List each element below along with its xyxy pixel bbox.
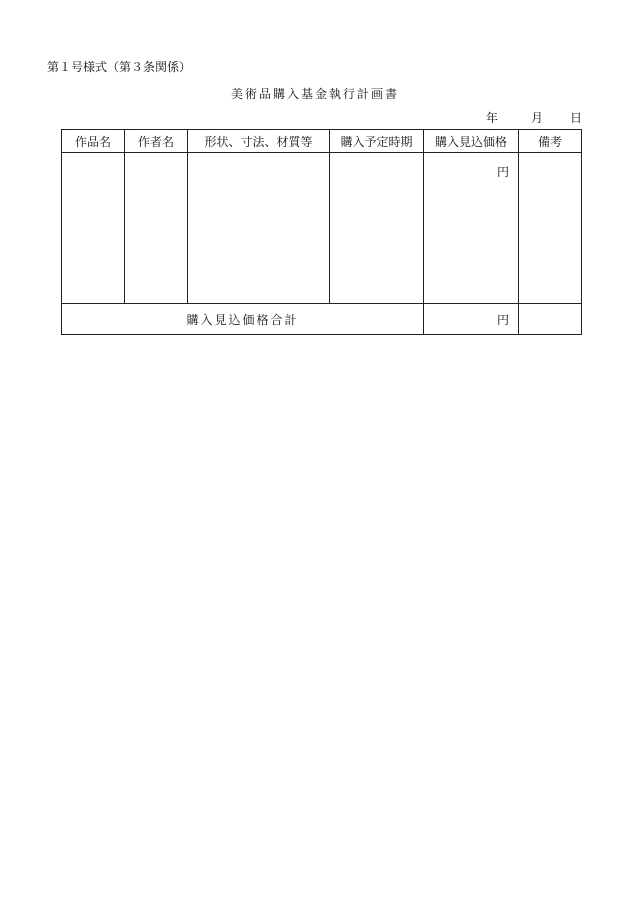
table-row xyxy=(62,153,582,304)
document-title: 美術品購入基金執行計画書 xyxy=(230,87,399,101)
cell-artist[interactable] xyxy=(125,153,188,304)
column-header-artist: 作者名 xyxy=(125,130,188,153)
cell-remarks[interactable] xyxy=(519,153,582,304)
total-yen-unit: 円 xyxy=(496,312,509,327)
date-day-label: 日 xyxy=(570,111,583,125)
date-year-label: 年 xyxy=(486,111,499,125)
total-label: 購入見込価格合計 xyxy=(62,304,424,335)
column-header-price: 購入見込価格 xyxy=(424,130,519,153)
cell-price[interactable] xyxy=(424,153,519,304)
column-header-schedule: 購入予定時期 xyxy=(330,130,424,153)
cell-details[interactable] xyxy=(188,153,330,304)
date-month-label: 月 xyxy=(531,111,544,125)
column-header-title: 作品名 xyxy=(62,130,125,153)
total-remarks-cell[interactable] xyxy=(519,304,582,335)
table-header-row xyxy=(62,130,582,153)
form-number: 第１号様式（第３条関係） xyxy=(47,60,192,74)
cell-schedule[interactable] xyxy=(330,153,424,304)
total-row xyxy=(62,304,582,335)
purchase-plan-table xyxy=(61,129,582,335)
total-price-cell[interactable] xyxy=(424,304,519,335)
column-header-details: 形状、寸法、材質等 xyxy=(188,130,330,153)
column-header-remarks: 備考 xyxy=(519,130,582,153)
price-yen-unit: 円 xyxy=(496,165,509,179)
cell-title[interactable] xyxy=(62,153,125,304)
